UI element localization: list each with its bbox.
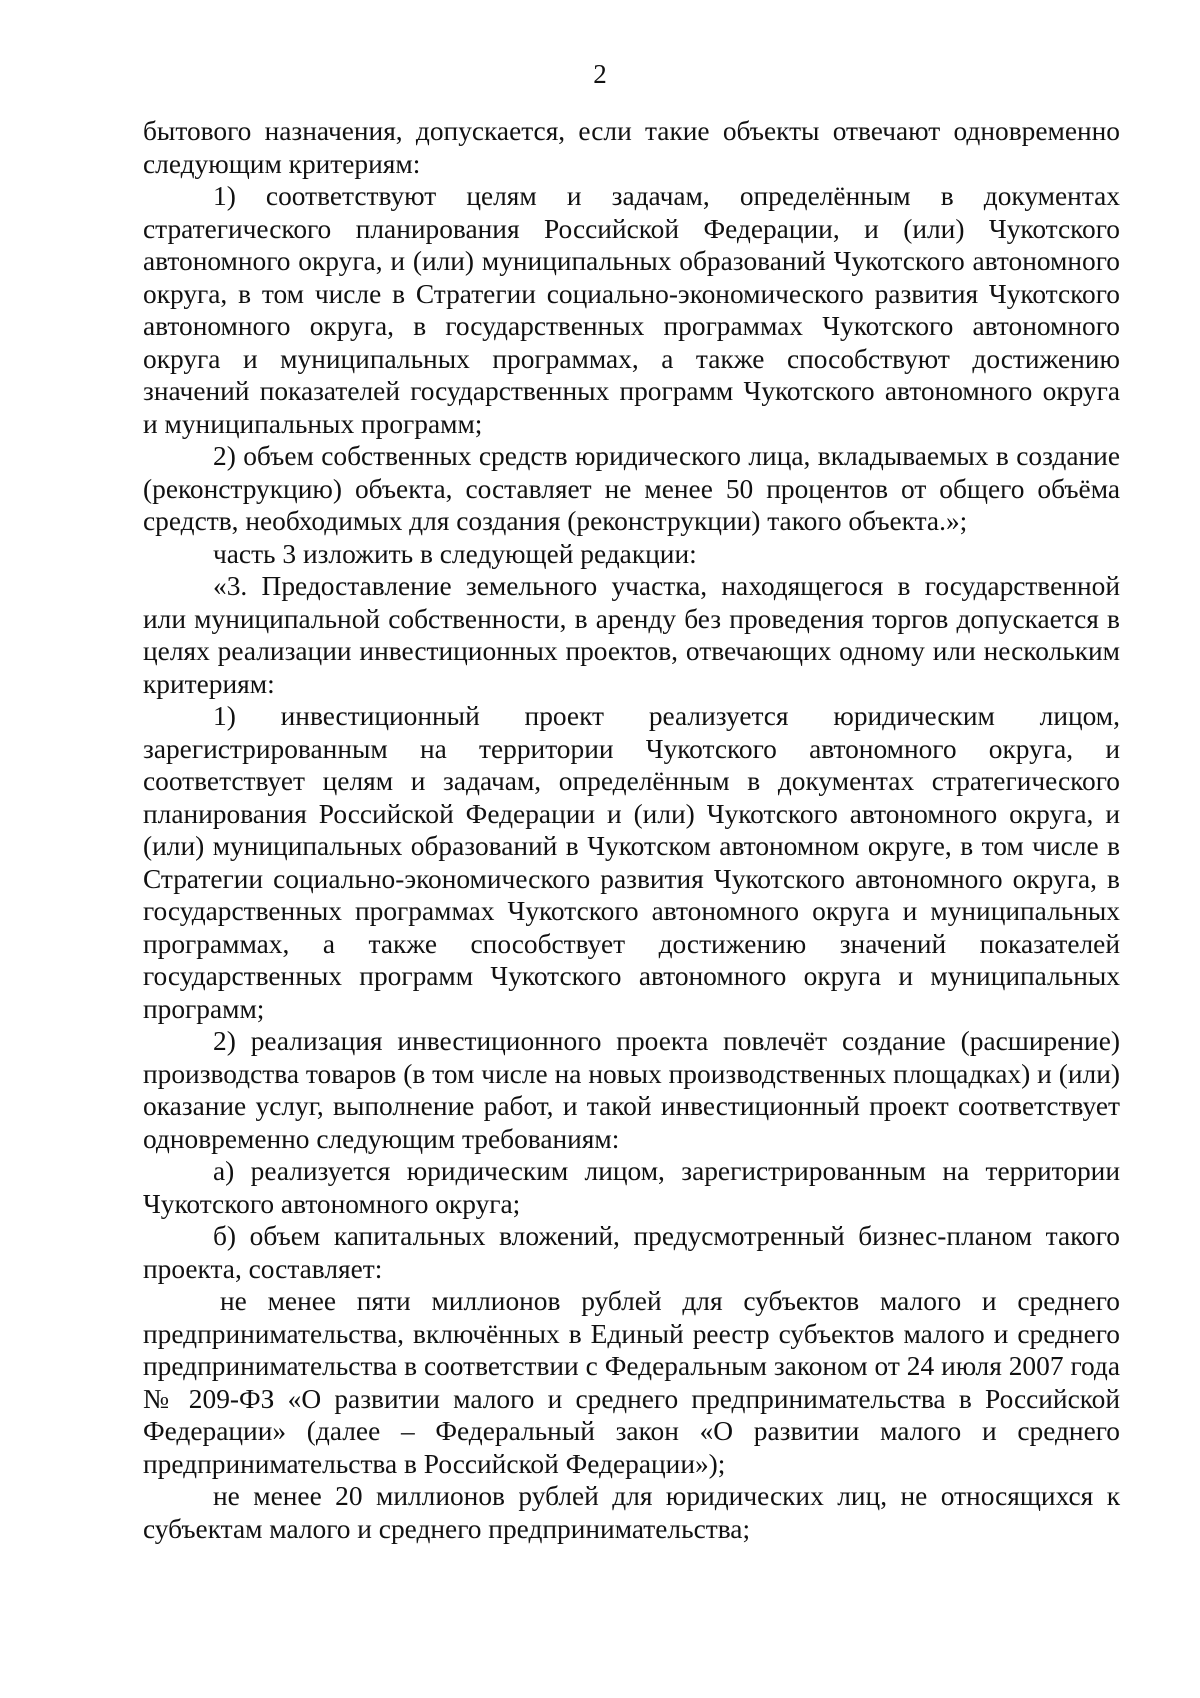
document-body	[143, 115, 1120, 1545]
paragraph-subitem-b: б) объем капитальных вложений, предусмотренный бизнес-планом такого проекта, составляет:	[143, 1221, 1120, 1284]
paragraph-criterion-2: 2) объем собственных средств юридического лица, вкладываемых в создание (реконструкцию) объекта, составляет не менее 50 процентов от общего объёма средств, необходимых для создания (реконструкции) такого объекта.»;	[143, 441, 1120, 536]
paragraph-subitem-a: а) реализуется юридическим лицом, зарегистрированным на территории Чукотского автономного округа;	[143, 1156, 1120, 1219]
paragraph-part-3-instruction: часть 3 изложить в следующей редакции:	[213, 538, 697, 569]
paragraph-criterion-1: 1) соответствуют целям и задачам, определённым в документах стратегического планирования Российской Федерации, и (или) Чукотского автономного округа, и (или) муниципальных образований Чукотского автономного округа, в том числе в Стратегии социально-экономического развития Чукотского автономного округа, в государственных программах Чукотского автономного округа и муниципальных программах, а также способствуют достижению значений показателей государственных программ Чукотского автономного округа и муниципальных программ;	[143, 181, 1120, 439]
paragraph-part-3: «3. Предоставление земельного участка, находящегося в государственной или муниципальной собственности, в аренду без проведения торгов допускается в целях реализации инвестиционных проектов, отвечающих одному или нескольким критериям:	[143, 571, 1120, 699]
page-number: 2	[593, 59, 607, 89]
paragraph-non-sme-threshold: не менее 20 миллионов рублей для юридических лиц, не относящихся к субъектам малого и среднего предпринимательства;	[143, 1481, 1120, 1544]
paragraph-continuation: бытового назначения, допускается, если такие объекты отвечают одновременно следующим критериям:	[143, 116, 1120, 179]
paragraph-part-3-item-2: 2) реализация инвестиционного проекта повлечёт создание (расширение) производства товаров (в том числе на новых производственных площадках) и (или) оказание услуг, выполнение работ, и такой инвестиционный проект соответствует одновременно следующим требованиям:	[143, 1026, 1120, 1154]
paragraph-sme-threshold: не менее пяти миллионов рублей для субъектов малого и среднего предпринимательства, включённых в Единый реестр субъектов малого и среднего предпринимательства в соответствии с Федеральным законом от 24 июля 2007 года № 209-ФЗ «О развитии малого и среднего предпринимательства в Российской Федерации» (далее – Федеральный закон «О развитии малого и среднего предпринимательства в Российской Федерации»);	[143, 1286, 1120, 1479]
paragraph-part-3-item-1: 1) инвестиционный проект реализуется юридическим лицом, зарегистрированным на территории Чукотского автономного округа, и соответствует целям и задачам, определённым в документах стратегического планирования Российской Федерации и (или) Чукотского автономного округа, и (или) муниципальных образований в Чукотском автономном округе, в том числе в Стратегии социально-экономического развития Чукотского автономного округа, в государственных программах Чукотского автономного округа и муниципальных программах, а также способствует достижению значений показателей государственных программ Чукотского автономного округа и муниципальных программ;	[143, 701, 1120, 1024]
